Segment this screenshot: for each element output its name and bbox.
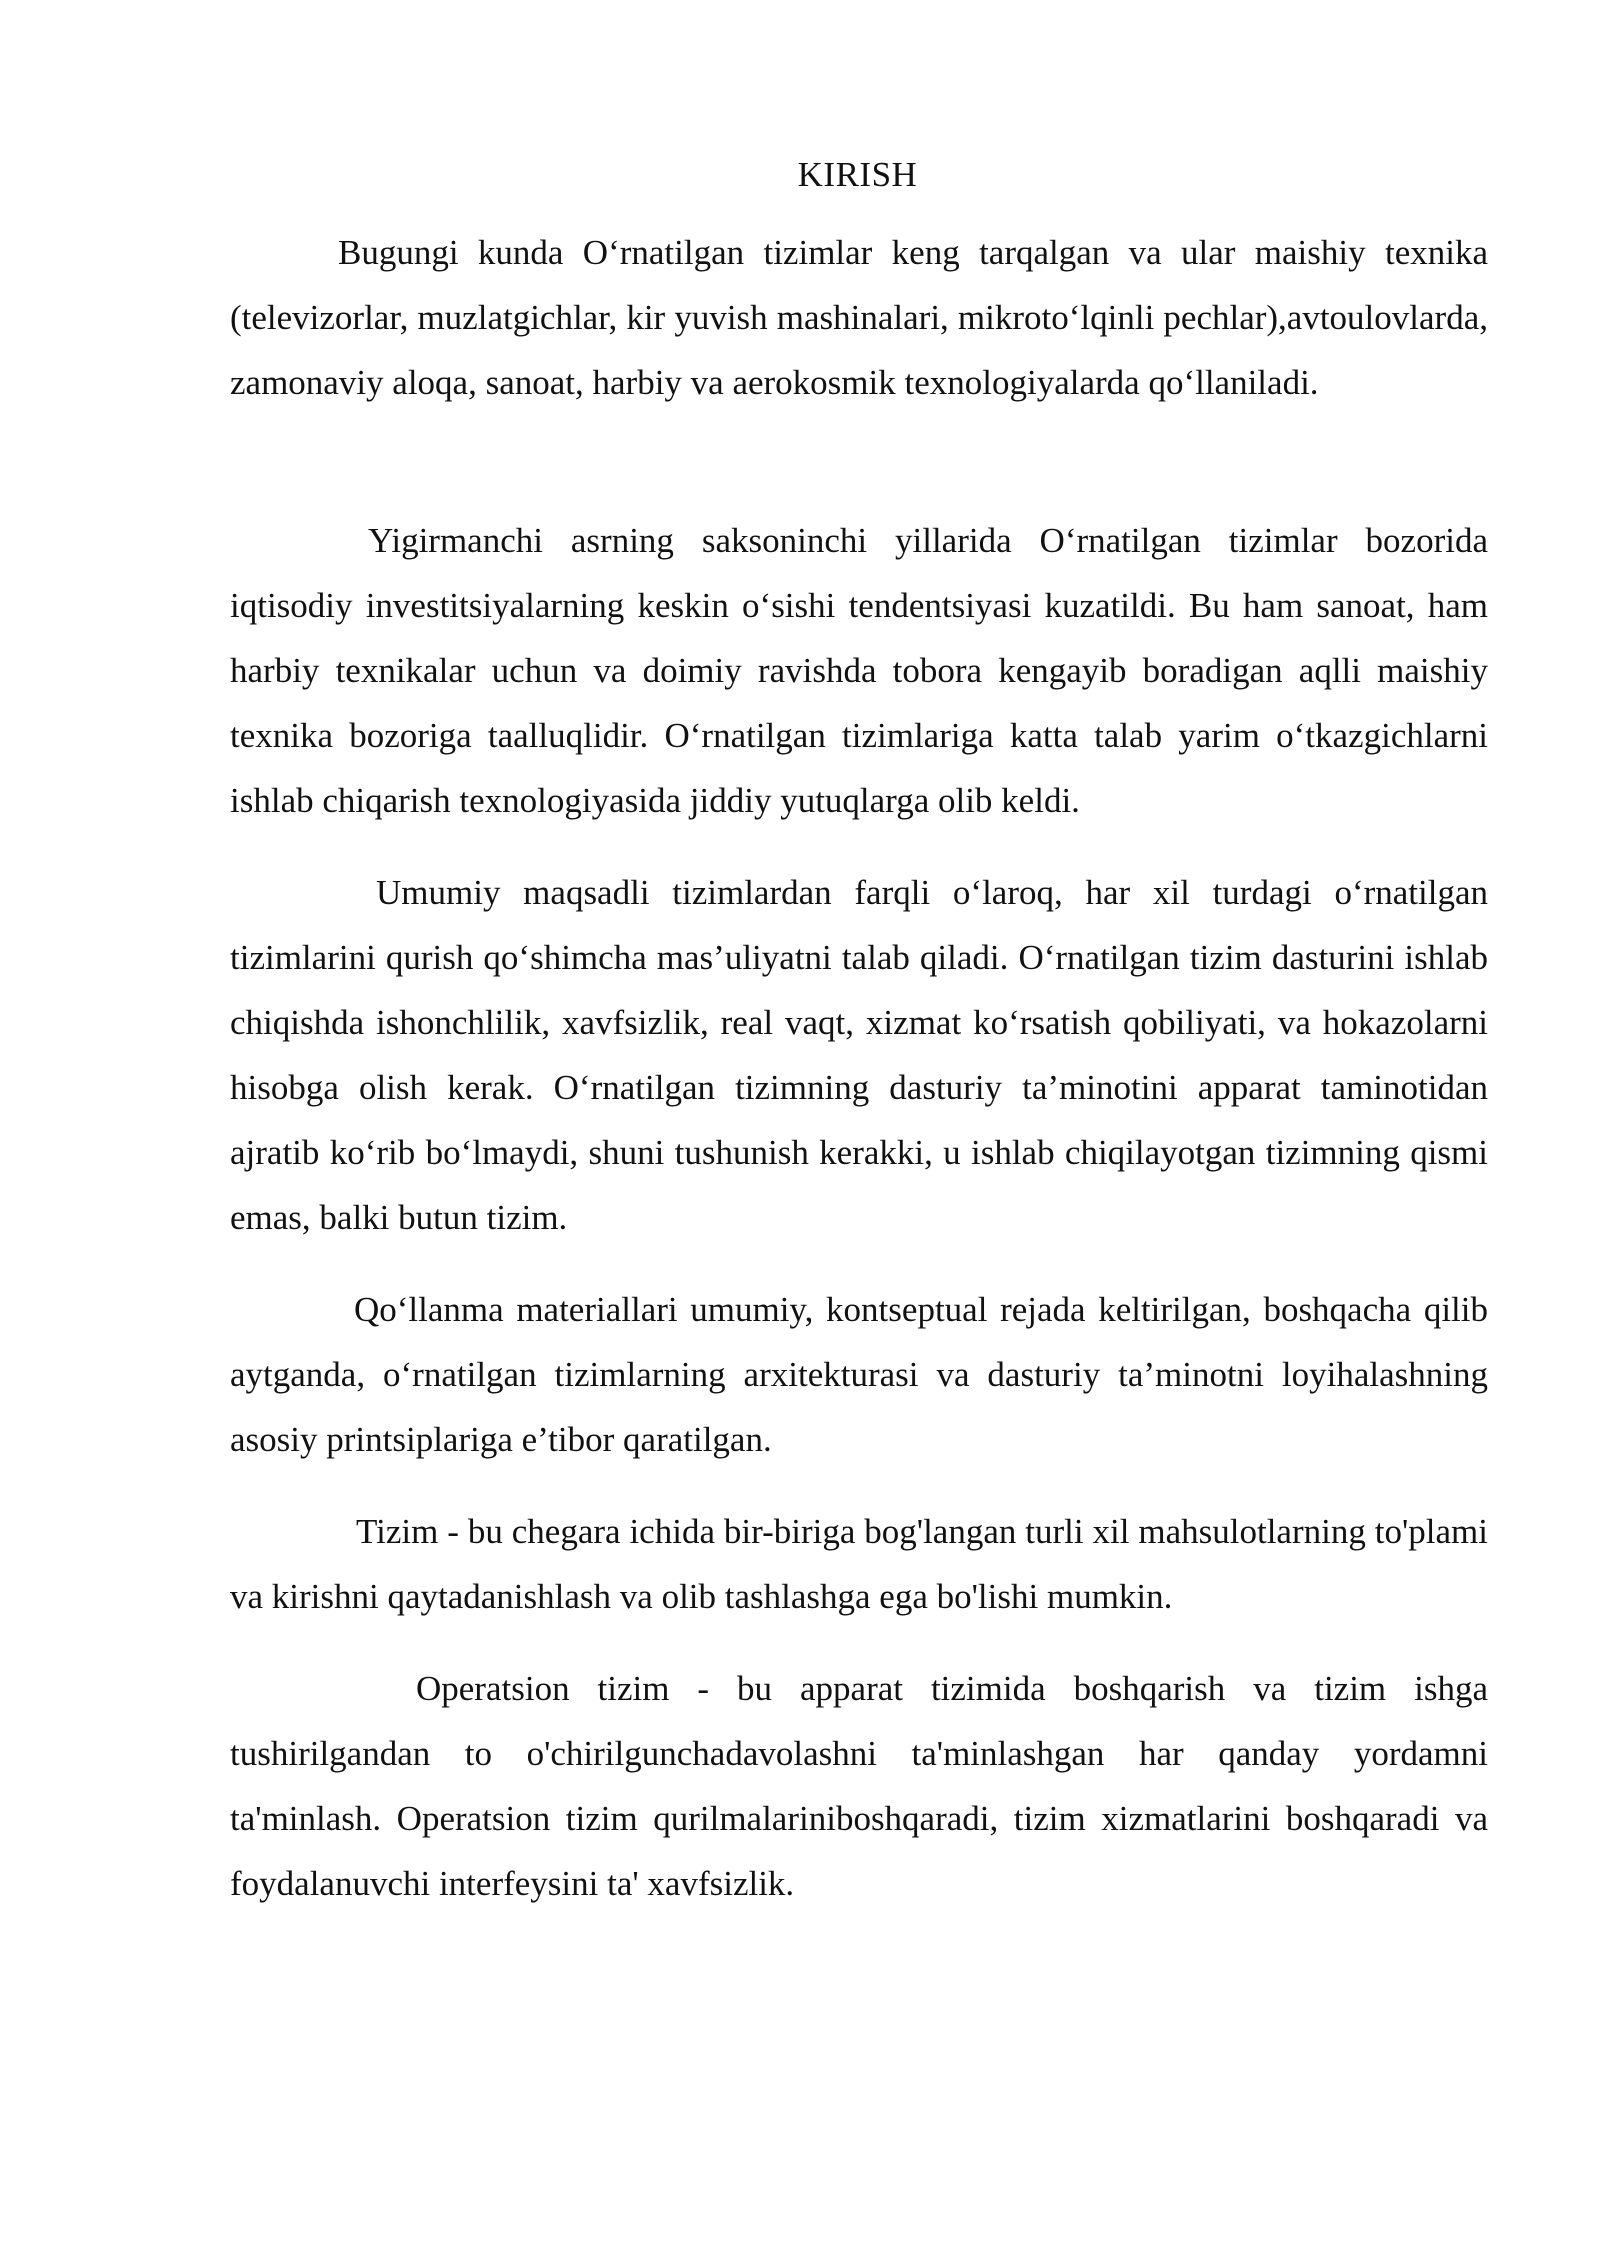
- paragraph-market-growth: Yigirmanchi asrning saksoninchi yillarida O‘rnatilgan tizimlar bozorida iqtisodiy investitsiyalarning keskin o‘sishi tendentsiyasi kuzatildi. Bu ham sanoat, ham harbiy texnikalar uchun va doimiy ravishda tobora kengayib boradigan aqlli maishiy texnika bozoriga taalluqlidir. O‘rnatilgan tizimlariga katta talab yarim o‘tkazgichlarni ishlab chiqarish texnologiyasida jiddiy yutuqlarga olib keldi.: [230, 521, 1488, 820]
- paragraph-operating-system: Operatsion tizim - bu apparat tizimida boshqarish va tizim ishga tushirilgandan to o'chirilgunchadavolashni ta'minlashgan har qanday yordamni ta'minlash. Operatsion tizim qurilmalariniboshqaradi, tizim xizmatlarini boshqaradi va foydalanuvchi interfeysini ta' xavfsizlik.: [230, 1669, 1488, 1903]
- document-title: KIRISH: [797, 155, 918, 194]
- paragraph-requirements: Umumiy maqsadli tizimlardan farqli o‘laroq, har xil turdagi o‘rnatilgan tizimlarini qurish qo‘shimcha mas’uliyatni talab qiladi. O‘rnatilgan tizim dasturini ishlab chiqishda ishonchlilik, xavfsizlik, real vaqt, xizmat ko‘rsatish qobiliyati, va hokazolarni hisobga olish kerak. O‘rnatilgan tizimning dasturiy ta’minotini apparat taminotidan ajratib ko‘rib bo‘lmaydi, shuni tushunish kerakki, u ishlab chiqilayotgan tizimning qismi emas, balki butun tizim.: [230, 873, 1488, 1237]
- paragraph-system-definition: Tizim - bu chegara ichida bir-biriga bog'langan turli xil mahsulotlarning to'plami va kirishni qaytadanishlash va olib tashlashga ega bo'lishi mumkin.: [230, 1512, 1488, 1616]
- paragraph-manual-materials: Qo‘llanma materiallari umumiy, kontseptual rejada keltirilgan, boshqacha qilib aytganda, o‘rnatilgan tizimlarning arxitekturasi va dasturiy ta’minotni loyihalashning asosiy printsiplariga e’tibor qaratilgan.: [230, 1290, 1488, 1459]
- paragraph-intro: Bugungi kunda O‘rnatilgan tizimlar keng tarqalgan va ular maishiy texnika (televizorlar, muzlatgichlar, kir yuvish mashinalari, mikroto‘lqinli pechlar),avtoulovlarda, zamonaviy aloqa, sanoat, harbiy va aerokosmik texnologiyalarda qo‘llaniladi.: [230, 233, 1488, 402]
